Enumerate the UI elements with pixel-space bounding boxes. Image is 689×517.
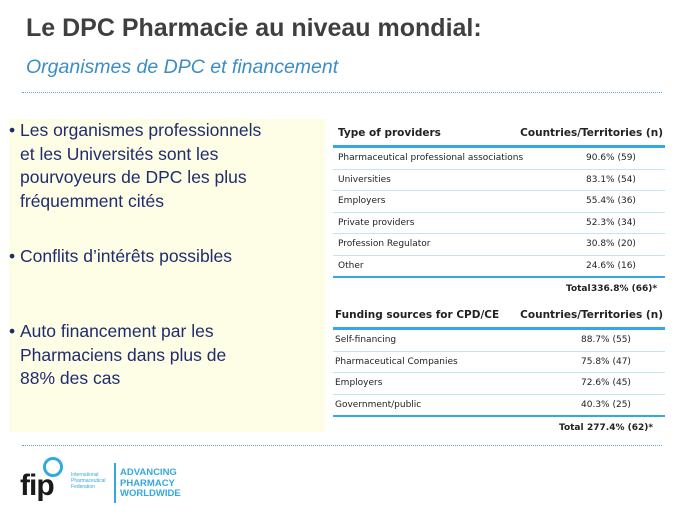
- table-row: [333, 330, 665, 352]
- bullet-line: 88% des cas: [20, 368, 121, 388]
- column-header-countries: Countries/Territories (n): [520, 127, 663, 139]
- row-value: 40.3% (25): [581, 399, 631, 410]
- bullet-line: Auto financement par les: [20, 321, 214, 341]
- row-value: 52.3% (34): [586, 217, 636, 228]
- row-value: 72.6% (45): [581, 378, 631, 388]
- bullet-line: fréquemment cités: [20, 190, 164, 211]
- funding-table: [333, 305, 665, 437]
- row-value: 88.7% (55): [581, 335, 631, 345]
- row-label: Other: [338, 260, 364, 271]
- fip-logo: [16, 455, 206, 510]
- table-row: [333, 213, 665, 235]
- fip-wordmark: fip: [20, 469, 54, 502]
- row-value: 75.8% (47): [581, 356, 631, 367]
- row-label: Pharmaceutical Companies: [335, 356, 458, 367]
- top-dotted-divider: [22, 92, 662, 93]
- providers-table: [333, 123, 665, 298]
- total-label: Total: [559, 423, 584, 433]
- column-header-type: Type of providers: [338, 127, 441, 139]
- row-value: 83.1% (54): [586, 174, 636, 185]
- slide-subtitle: Organismes de DPC et financement: [26, 56, 339, 78]
- table-row: [333, 352, 665, 374]
- bullet-line: et les Universités sont les: [20, 143, 219, 164]
- total-value: 277.4% (62)*: [587, 423, 654, 433]
- row-label: Government/public: [335, 399, 422, 410]
- table-row: [333, 373, 665, 395]
- logo-tagline: ADVANCING PHARMACY WORLDWIDE: [120, 467, 181, 499]
- row-label: Profession Regulator: [338, 239, 431, 249]
- table-row: [333, 395, 665, 416]
- row-value: 55.4% (36): [586, 196, 636, 206]
- table-row: [333, 191, 665, 213]
- total-label: Total: [566, 284, 591, 294]
- total-value: 336.8% (66)*: [591, 284, 658, 294]
- table-header: [333, 123, 665, 148]
- table-row: [333, 256, 665, 277]
- table-total-row: [333, 415, 665, 437]
- bullet-line: Les organismes professionnels: [20, 120, 262, 140]
- table-row: [333, 170, 665, 192]
- bullet-item-providers: [9, 119, 261, 213]
- bullet-icon: •: [9, 321, 16, 341]
- bullet-panel: [9, 119, 325, 432]
- bullet-line: Conflits d’intérêts possibles: [20, 246, 233, 266]
- table-row: [333, 234, 665, 256]
- row-value: 30.8% (20): [586, 239, 636, 249]
- row-label: Employers: [335, 378, 383, 388]
- row-value: 24.6% (16): [586, 260, 636, 271]
- bottom-dotted-divider: [22, 445, 662, 446]
- bullet-line: pourvoyeurs de DPC les plus: [20, 167, 247, 187]
- logo-divider: [114, 463, 116, 503]
- bullet-line: Pharmaciens dans plus de: [20, 344, 227, 365]
- bullet-icon: •: [9, 246, 16, 266]
- row-label: Self-financing: [335, 335, 397, 345]
- column-header-funding: Funding sources for CPD/CE: [335, 309, 500, 321]
- row-label: Employers: [338, 196, 386, 206]
- bullet-icon: •: [9, 120, 16, 140]
- federation-name: International Pharmaceutical Federation: [71, 472, 106, 490]
- table-row: [333, 148, 665, 170]
- slide-title: Le DPC Pharmacie au niveau mondial:: [26, 14, 482, 42]
- column-header-countries: Countries/Territories (n): [520, 309, 663, 321]
- table-header: [333, 305, 665, 330]
- bullet-item-conflicts: [9, 245, 232, 269]
- bullet-item-self-financing: [9, 320, 226, 391]
- row-label: Private providers: [338, 217, 415, 228]
- row-label: Universities: [338, 174, 391, 185]
- table-total-row: [333, 276, 665, 298]
- row-label: Pharmaceutical professional associations: [338, 153, 524, 163]
- row-value: 90.6% (59): [586, 153, 636, 163]
